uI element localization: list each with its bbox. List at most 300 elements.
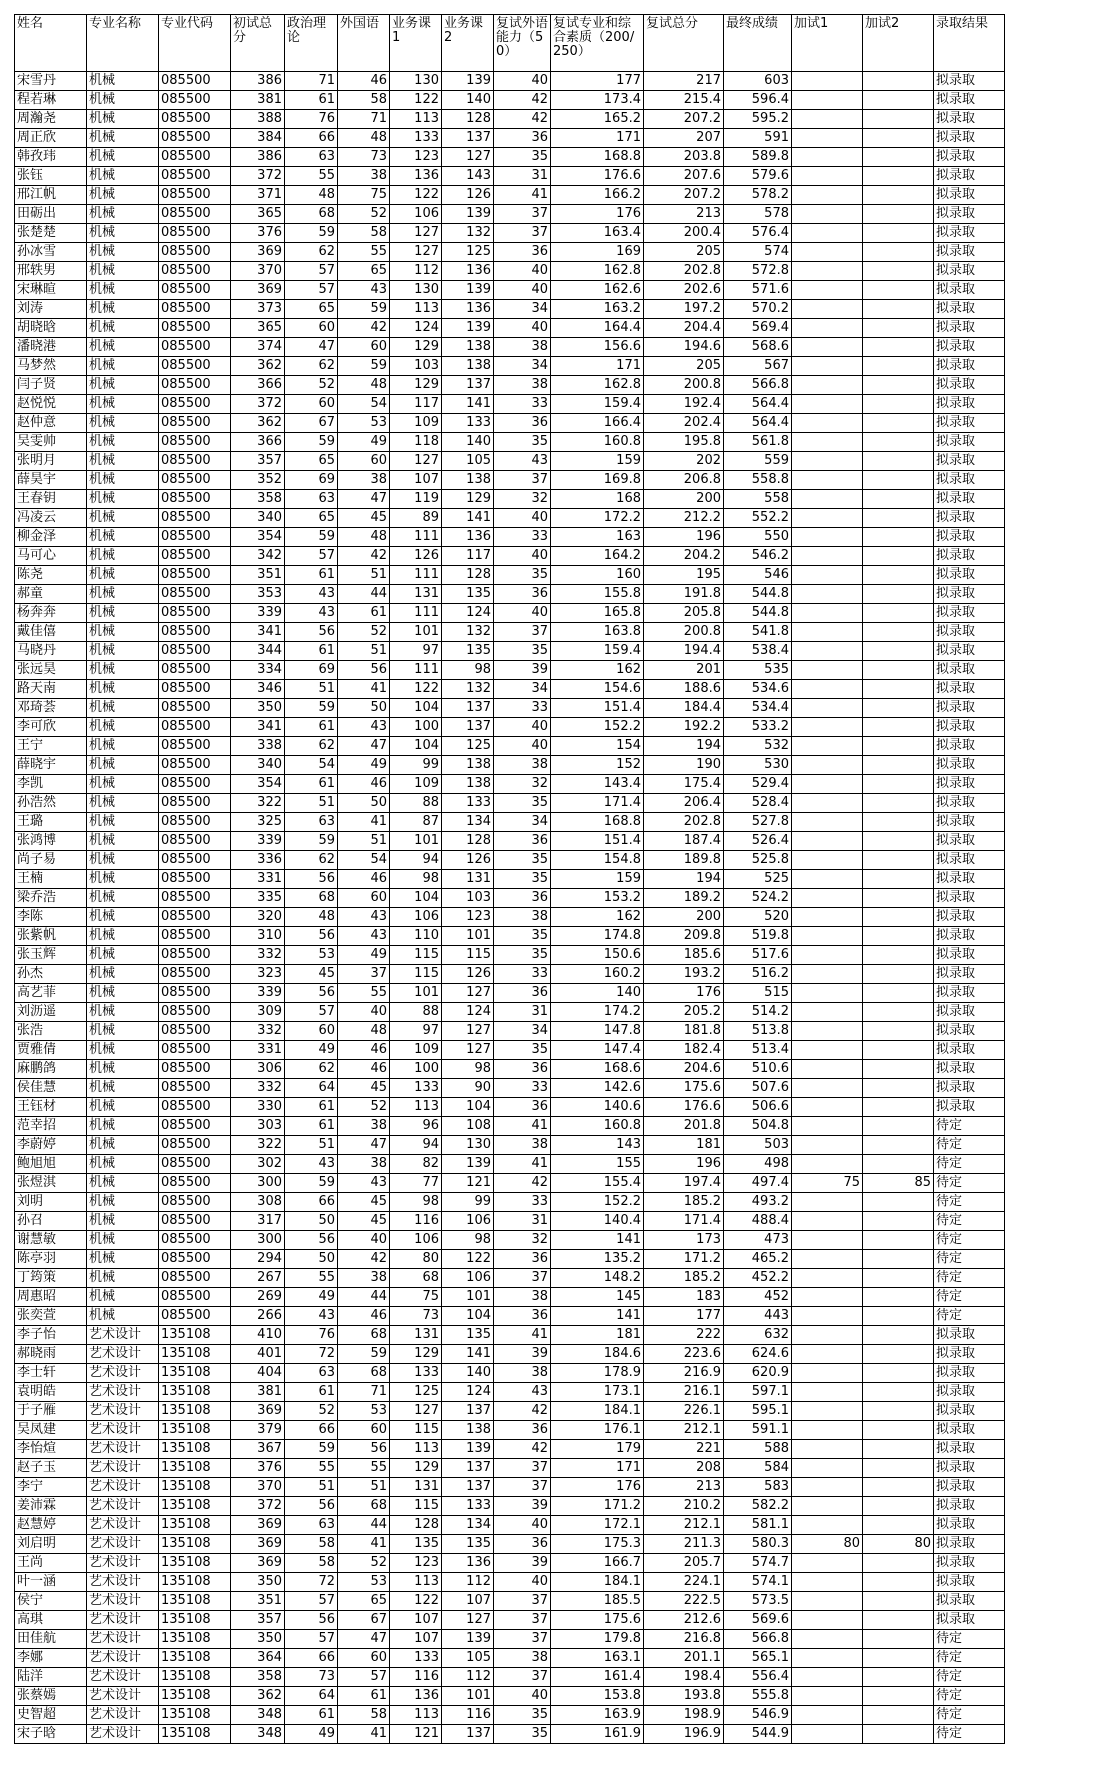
cell-course-2[interactable]: 137 bbox=[442, 376, 494, 395]
cell-major-code[interactable]: 085500 bbox=[159, 281, 231, 300]
cell-politics[interactable]: 52 bbox=[285, 376, 338, 395]
cell-result[interactable]: 待定 bbox=[934, 1155, 1005, 1174]
cell-result[interactable]: 待定 bbox=[934, 1630, 1005, 1649]
cell-retest-professional[interactable]: 173.4 bbox=[551, 91, 644, 110]
cell-foreign-language[interactable]: 59 bbox=[338, 357, 390, 376]
cell-extra-1[interactable] bbox=[792, 243, 863, 262]
cell-extra-2[interactable] bbox=[863, 243, 934, 262]
cell-retest-total[interactable]: 194.4 bbox=[644, 642, 724, 661]
cell-politics[interactable]: 60 bbox=[285, 395, 338, 414]
cell-foreign-language[interactable]: 42 bbox=[338, 319, 390, 338]
cell-major[interactable]: 机械 bbox=[87, 718, 159, 737]
cell-major[interactable]: 机械 bbox=[87, 1041, 159, 1060]
cell-retest-total[interactable]: 224.1 bbox=[644, 1573, 724, 1592]
cell-retest-total[interactable]: 193.8 bbox=[644, 1687, 724, 1706]
cell-major-code[interactable]: 085500 bbox=[159, 319, 231, 338]
cell-extra-2[interactable] bbox=[863, 1288, 934, 1307]
cell-politics[interactable]: 45 bbox=[285, 965, 338, 984]
cell-extra-1[interactable] bbox=[792, 1687, 863, 1706]
cell-course-2[interactable]: 128 bbox=[442, 110, 494, 129]
cell-major-code[interactable]: 085500 bbox=[159, 148, 231, 167]
cell-course-2[interactable]: 124 bbox=[442, 604, 494, 623]
cell-extra-1[interactable] bbox=[792, 1668, 863, 1687]
cell-retest-language[interactable]: 31 bbox=[494, 167, 551, 186]
cell-course-2[interactable]: 101 bbox=[442, 1687, 494, 1706]
cell-extra-1[interactable] bbox=[792, 148, 863, 167]
cell-foreign-language[interactable]: 41 bbox=[338, 1535, 390, 1554]
cell-name[interactable]: 姜沛霖 bbox=[15, 1497, 87, 1516]
cell-major-code[interactable]: 135108 bbox=[159, 1326, 231, 1345]
cell-major[interactable]: 艺术设计 bbox=[87, 1478, 159, 1497]
cell-retest-language[interactable]: 35 bbox=[494, 1041, 551, 1060]
cell-retest-total[interactable]: 200.8 bbox=[644, 376, 724, 395]
cell-course-1[interactable]: 131 bbox=[390, 1478, 442, 1497]
cell-retest-professional[interactable]: 171 bbox=[551, 129, 644, 148]
cell-retest-language[interactable]: 36 bbox=[494, 1307, 551, 1326]
cell-name[interactable]: 郝晓雨 bbox=[15, 1345, 87, 1364]
cell-initial-total[interactable]: 369 bbox=[231, 1516, 285, 1535]
cell-name[interactable]: 张蔡嫣 bbox=[15, 1687, 87, 1706]
cell-retest-total[interactable]: 184.4 bbox=[644, 699, 724, 718]
cell-course-2[interactable]: 132 bbox=[442, 224, 494, 243]
cell-course-1[interactable]: 87 bbox=[390, 813, 442, 832]
cell-course-1[interactable]: 101 bbox=[390, 984, 442, 1003]
cell-retest-language[interactable]: 38 bbox=[494, 338, 551, 357]
cell-final-score[interactable]: 568.6 bbox=[724, 338, 792, 357]
cell-result[interactable]: 拟录取 bbox=[934, 547, 1005, 566]
cell-final-score[interactable]: 603 bbox=[724, 72, 792, 91]
cell-foreign-language[interactable]: 68 bbox=[338, 1497, 390, 1516]
cell-retest-professional[interactable]: 159.4 bbox=[551, 642, 644, 661]
cell-initial-total[interactable]: 386 bbox=[231, 72, 285, 91]
cell-name[interactable]: 薛晓宇 bbox=[15, 756, 87, 775]
cell-extra-2[interactable] bbox=[863, 1383, 934, 1402]
cell-course-1[interactable]: 126 bbox=[390, 547, 442, 566]
cell-retest-total[interactable]: 198.9 bbox=[644, 1706, 724, 1725]
cell-result[interactable]: 拟录取 bbox=[934, 1459, 1005, 1478]
cell-retest-total[interactable]: 212.1 bbox=[644, 1516, 724, 1535]
cell-politics[interactable]: 68 bbox=[285, 889, 338, 908]
cell-course-1[interactable]: 113 bbox=[390, 1098, 442, 1117]
cell-course-1[interactable]: 115 bbox=[390, 1421, 442, 1440]
cell-name[interactable]: 路天南 bbox=[15, 680, 87, 699]
cell-major-code[interactable]: 085500 bbox=[159, 984, 231, 1003]
cell-result[interactable]: 拟录取 bbox=[934, 1497, 1005, 1516]
cell-politics[interactable]: 51 bbox=[285, 680, 338, 699]
cell-extra-1[interactable] bbox=[792, 623, 863, 642]
cell-major[interactable]: 艺术设计 bbox=[87, 1402, 159, 1421]
cell-final-score[interactable]: 578.2 bbox=[724, 186, 792, 205]
cell-retest-professional[interactable]: 140.6 bbox=[551, 1098, 644, 1117]
cell-politics[interactable]: 49 bbox=[285, 1041, 338, 1060]
cell-retest-professional[interactable]: 162.6 bbox=[551, 281, 644, 300]
cell-result[interactable]: 拟录取 bbox=[934, 1592, 1005, 1611]
cell-extra-1[interactable] bbox=[792, 1573, 863, 1592]
cell-major-code[interactable]: 085500 bbox=[159, 1079, 231, 1098]
cell-major[interactable]: 机械 bbox=[87, 566, 159, 585]
cell-politics[interactable]: 66 bbox=[285, 1421, 338, 1440]
cell-foreign-language[interactable]: 52 bbox=[338, 205, 390, 224]
cell-name[interactable]: 李可欣 bbox=[15, 718, 87, 737]
cell-retest-total[interactable]: 223.6 bbox=[644, 1345, 724, 1364]
cell-retest-language[interactable]: 33 bbox=[494, 1079, 551, 1098]
cell-course-1[interactable]: 116 bbox=[390, 1668, 442, 1687]
cell-final-score[interactable]: 565.1 bbox=[724, 1649, 792, 1668]
cell-initial-total[interactable]: 372 bbox=[231, 167, 285, 186]
cell-final-score[interactable]: 555.8 bbox=[724, 1687, 792, 1706]
cell-extra-2[interactable] bbox=[863, 129, 934, 148]
cell-extra-2[interactable] bbox=[863, 1117, 934, 1136]
cell-extra-2[interactable] bbox=[863, 1478, 934, 1497]
cell-initial-total[interactable]: 300 bbox=[231, 1231, 285, 1250]
cell-retest-professional[interactable]: 154 bbox=[551, 737, 644, 756]
cell-retest-professional[interactable]: 156.6 bbox=[551, 338, 644, 357]
cell-name[interactable]: 麻鹏鸽 bbox=[15, 1060, 87, 1079]
cell-retest-total[interactable]: 196 bbox=[644, 1155, 724, 1174]
cell-extra-1[interactable] bbox=[792, 490, 863, 509]
cell-major[interactable]: 艺术设计 bbox=[87, 1326, 159, 1345]
cell-foreign-language[interactable]: 38 bbox=[338, 1155, 390, 1174]
cell-final-score[interactable]: 558.8 bbox=[724, 471, 792, 490]
header-major[interactable]: 专业名称 bbox=[87, 15, 159, 72]
cell-initial-total[interactable]: 354 bbox=[231, 528, 285, 547]
cell-retest-professional[interactable]: 172.2 bbox=[551, 509, 644, 528]
cell-retest-professional[interactable]: 154.6 bbox=[551, 680, 644, 699]
cell-politics[interactable]: 57 bbox=[285, 1003, 338, 1022]
cell-final-score[interactable]: 530 bbox=[724, 756, 792, 775]
cell-result[interactable]: 拟录取 bbox=[934, 718, 1005, 737]
cell-retest-language[interactable]: 40 bbox=[494, 281, 551, 300]
cell-major-code[interactable]: 085500 bbox=[159, 718, 231, 737]
cell-foreign-language[interactable]: 60 bbox=[338, 1421, 390, 1440]
cell-foreign-language[interactable]: 47 bbox=[338, 737, 390, 756]
cell-retest-total[interactable]: 202.8 bbox=[644, 813, 724, 832]
cell-course-1[interactable]: 111 bbox=[390, 528, 442, 547]
cell-extra-2[interactable]: 80 bbox=[863, 1535, 934, 1554]
cell-major-code[interactable]: 135108 bbox=[159, 1668, 231, 1687]
cell-extra-2[interactable]: 85 bbox=[863, 1174, 934, 1193]
cell-initial-total[interactable]: 365 bbox=[231, 205, 285, 224]
cell-extra-1[interactable] bbox=[792, 1041, 863, 1060]
cell-politics[interactable]: 50 bbox=[285, 1250, 338, 1269]
cell-result[interactable]: 拟录取 bbox=[934, 642, 1005, 661]
cell-retest-language[interactable]: 38 bbox=[494, 1136, 551, 1155]
cell-extra-2[interactable] bbox=[863, 870, 934, 889]
cell-retest-professional[interactable]: 164.2 bbox=[551, 547, 644, 566]
cell-major-code[interactable]: 135108 bbox=[159, 1459, 231, 1478]
cell-retest-language[interactable]: 38 bbox=[494, 1649, 551, 1668]
cell-course-2[interactable]: 140 bbox=[442, 1364, 494, 1383]
cell-retest-total[interactable]: 171.2 bbox=[644, 1250, 724, 1269]
cell-foreign-language[interactable]: 44 bbox=[338, 1288, 390, 1307]
cell-final-score[interactable]: 561.8 bbox=[724, 433, 792, 452]
cell-extra-1[interactable] bbox=[792, 395, 863, 414]
cell-retest-professional[interactable]: 154.8 bbox=[551, 851, 644, 870]
cell-foreign-language[interactable]: 43 bbox=[338, 718, 390, 737]
cell-extra-1[interactable] bbox=[792, 661, 863, 680]
cell-major-code[interactable]: 085500 bbox=[159, 737, 231, 756]
header-extra-1[interactable]: 加试1 bbox=[792, 15, 863, 72]
cell-name[interactable]: 邢江帆 bbox=[15, 186, 87, 205]
cell-extra-2[interactable] bbox=[863, 851, 934, 870]
cell-retest-total[interactable]: 205.2 bbox=[644, 1003, 724, 1022]
cell-politics[interactable]: 43 bbox=[285, 1155, 338, 1174]
cell-extra-1[interactable] bbox=[792, 1459, 863, 1478]
cell-major-code[interactable]: 135108 bbox=[159, 1440, 231, 1459]
cell-major[interactable]: 艺术设计 bbox=[87, 1440, 159, 1459]
cell-foreign-language[interactable]: 49 bbox=[338, 946, 390, 965]
cell-retest-language[interactable]: 40 bbox=[494, 509, 551, 528]
cell-major-code[interactable]: 135108 bbox=[159, 1383, 231, 1402]
cell-retest-total[interactable]: 175.4 bbox=[644, 775, 724, 794]
cell-major[interactable]: 机械 bbox=[87, 927, 159, 946]
cell-major-code[interactable]: 085500 bbox=[159, 623, 231, 642]
cell-extra-2[interactable] bbox=[863, 1193, 934, 1212]
cell-retest-professional[interactable]: 155 bbox=[551, 1155, 644, 1174]
cell-extra-1[interactable] bbox=[792, 1117, 863, 1136]
cell-course-1[interactable]: 118 bbox=[390, 433, 442, 452]
cell-extra-2[interactable] bbox=[863, 395, 934, 414]
cell-retest-professional[interactable]: 162 bbox=[551, 908, 644, 927]
cell-course-1[interactable]: 115 bbox=[390, 1497, 442, 1516]
cell-extra-2[interactable] bbox=[863, 224, 934, 243]
cell-retest-language[interactable]: 34 bbox=[494, 1022, 551, 1041]
cell-name[interactable]: 李陈 bbox=[15, 908, 87, 927]
cell-result[interactable]: 拟录取 bbox=[934, 1554, 1005, 1573]
cell-retest-professional[interactable]: 140.4 bbox=[551, 1212, 644, 1231]
cell-retest-total[interactable]: 206.4 bbox=[644, 794, 724, 813]
cell-initial-total[interactable]: 310 bbox=[231, 927, 285, 946]
cell-retest-professional[interactable]: 166.4 bbox=[551, 414, 644, 433]
cell-extra-2[interactable] bbox=[863, 889, 934, 908]
cell-extra-2[interactable] bbox=[863, 319, 934, 338]
cell-course-1[interactable]: 130 bbox=[390, 281, 442, 300]
cell-name[interactable]: 李凯 bbox=[15, 775, 87, 794]
cell-result[interactable]: 拟录取 bbox=[934, 186, 1005, 205]
cell-final-score[interactable]: 506.6 bbox=[724, 1098, 792, 1117]
cell-foreign-language[interactable]: 60 bbox=[338, 889, 390, 908]
cell-initial-total[interactable]: 339 bbox=[231, 984, 285, 1003]
cell-initial-total[interactable]: 348 bbox=[231, 1706, 285, 1725]
cell-retest-total[interactable]: 202 bbox=[644, 452, 724, 471]
cell-retest-total[interactable]: 182.4 bbox=[644, 1041, 724, 1060]
cell-foreign-language[interactable]: 65 bbox=[338, 1592, 390, 1611]
cell-initial-total[interactable]: 317 bbox=[231, 1212, 285, 1231]
cell-foreign-language[interactable]: 47 bbox=[338, 1630, 390, 1649]
cell-major-code[interactable]: 085500 bbox=[159, 509, 231, 528]
cell-course-1[interactable]: 127 bbox=[390, 243, 442, 262]
cell-retest-professional[interactable]: 162.8 bbox=[551, 376, 644, 395]
cell-politics[interactable]: 51 bbox=[285, 1136, 338, 1155]
cell-course-1[interactable]: 113 bbox=[390, 110, 442, 129]
cell-retest-professional[interactable]: 163.8 bbox=[551, 623, 644, 642]
cell-foreign-language[interactable]: 75 bbox=[338, 186, 390, 205]
cell-initial-total[interactable]: 352 bbox=[231, 471, 285, 490]
cell-foreign-language[interactable]: 61 bbox=[338, 1687, 390, 1706]
cell-extra-1[interactable] bbox=[792, 547, 863, 566]
cell-initial-total[interactable]: 362 bbox=[231, 1687, 285, 1706]
cell-retest-total[interactable]: 205 bbox=[644, 243, 724, 262]
cell-major[interactable]: 机械 bbox=[87, 737, 159, 756]
cell-name[interactable]: 戴佳僖 bbox=[15, 623, 87, 642]
cell-extra-2[interactable] bbox=[863, 1668, 934, 1687]
cell-name[interactable]: 谢慧敏 bbox=[15, 1231, 87, 1250]
cell-retest-total[interactable]: 204.6 bbox=[644, 1060, 724, 1079]
cell-final-score[interactable]: 578 bbox=[724, 205, 792, 224]
cell-initial-total[interactable]: 351 bbox=[231, 1592, 285, 1611]
cell-foreign-language[interactable]: 52 bbox=[338, 623, 390, 642]
cell-extra-2[interactable] bbox=[863, 1041, 934, 1060]
cell-course-2[interactable]: 137 bbox=[442, 718, 494, 737]
cell-result[interactable]: 待定 bbox=[934, 1193, 1005, 1212]
cell-foreign-language[interactable]: 49 bbox=[338, 433, 390, 452]
cell-extra-1[interactable] bbox=[792, 566, 863, 585]
cell-name[interactable]: 韩孜玮 bbox=[15, 148, 87, 167]
cell-course-1[interactable]: 110 bbox=[390, 927, 442, 946]
cell-major[interactable]: 机械 bbox=[87, 870, 159, 889]
cell-initial-total[interactable]: 371 bbox=[231, 186, 285, 205]
cell-extra-2[interactable] bbox=[863, 110, 934, 129]
cell-result[interactable]: 拟录取 bbox=[934, 566, 1005, 585]
cell-extra-1[interactable] bbox=[792, 1478, 863, 1497]
cell-result[interactable]: 拟录取 bbox=[934, 927, 1005, 946]
cell-extra-2[interactable] bbox=[863, 566, 934, 585]
cell-extra-1[interactable] bbox=[792, 1003, 863, 1022]
cell-name[interactable]: 李娜 bbox=[15, 1649, 87, 1668]
cell-result[interactable]: 拟录取 bbox=[934, 319, 1005, 338]
cell-course-2[interactable]: 104 bbox=[442, 1307, 494, 1326]
cell-initial-total[interactable]: 320 bbox=[231, 908, 285, 927]
cell-retest-professional[interactable]: 166.7 bbox=[551, 1554, 644, 1573]
cell-retest-professional[interactable]: 184.1 bbox=[551, 1402, 644, 1421]
cell-name[interactable]: 刘涛 bbox=[15, 300, 87, 319]
cell-major-code[interactable]: 085500 bbox=[159, 756, 231, 775]
cell-foreign-language[interactable]: 46 bbox=[338, 1060, 390, 1079]
cell-extra-2[interactable] bbox=[863, 718, 934, 737]
cell-name[interactable]: 吴雯帅 bbox=[15, 433, 87, 452]
cell-result[interactable]: 拟录取 bbox=[934, 167, 1005, 186]
cell-name[interactable]: 马可心 bbox=[15, 547, 87, 566]
cell-extra-2[interactable] bbox=[863, 1212, 934, 1231]
cell-final-score[interactable]: 573.5 bbox=[724, 1592, 792, 1611]
cell-final-score[interactable]: 534.6 bbox=[724, 680, 792, 699]
cell-extra-1[interactable] bbox=[792, 1592, 863, 1611]
cell-initial-total[interactable]: 366 bbox=[231, 433, 285, 452]
cell-retest-professional[interactable]: 168.8 bbox=[551, 813, 644, 832]
cell-course-2[interactable]: 139 bbox=[442, 205, 494, 224]
cell-major[interactable]: 机械 bbox=[87, 528, 159, 547]
cell-major-code[interactable]: 085500 bbox=[159, 699, 231, 718]
cell-major-code[interactable]: 085500 bbox=[159, 72, 231, 91]
cell-major-code[interactable]: 085500 bbox=[159, 205, 231, 224]
cell-initial-total[interactable]: 344 bbox=[231, 642, 285, 661]
cell-major-code[interactable]: 085500 bbox=[159, 262, 231, 281]
cell-politics[interactable]: 57 bbox=[285, 281, 338, 300]
cell-major[interactable]: 机械 bbox=[87, 1212, 159, 1231]
cell-foreign-language[interactable]: 52 bbox=[338, 1554, 390, 1573]
cell-name[interactable]: 张玉辉 bbox=[15, 946, 87, 965]
cell-retest-language[interactable]: 36 bbox=[494, 1250, 551, 1269]
cell-foreign-language[interactable]: 55 bbox=[338, 243, 390, 262]
cell-final-score[interactable]: 595.2 bbox=[724, 110, 792, 129]
cell-name[interactable]: 鲍旭旭 bbox=[15, 1155, 87, 1174]
cell-course-1[interactable]: 111 bbox=[390, 661, 442, 680]
cell-major-code[interactable]: 085500 bbox=[159, 851, 231, 870]
cell-extra-2[interactable] bbox=[863, 262, 934, 281]
cell-major[interactable]: 机械 bbox=[87, 509, 159, 528]
cell-course-2[interactable]: 139 bbox=[442, 1440, 494, 1459]
cell-foreign-language[interactable]: 55 bbox=[338, 984, 390, 1003]
cell-extra-1[interactable] bbox=[792, 224, 863, 243]
cell-initial-total[interactable]: 306 bbox=[231, 1060, 285, 1079]
cell-initial-total[interactable]: 410 bbox=[231, 1326, 285, 1345]
cell-initial-total[interactable]: 401 bbox=[231, 1345, 285, 1364]
cell-extra-1[interactable] bbox=[792, 205, 863, 224]
cell-extra-2[interactable] bbox=[863, 661, 934, 680]
cell-course-2[interactable]: 139 bbox=[442, 1630, 494, 1649]
cell-politics[interactable]: 61 bbox=[285, 642, 338, 661]
cell-name[interactable]: 王尚 bbox=[15, 1554, 87, 1573]
cell-retest-professional[interactable]: 176 bbox=[551, 1478, 644, 1497]
cell-extra-2[interactable] bbox=[863, 1497, 934, 1516]
cell-initial-total[interactable]: 330 bbox=[231, 1098, 285, 1117]
cell-final-score[interactable]: 546.2 bbox=[724, 547, 792, 566]
cell-major[interactable]: 艺术设计 bbox=[87, 1459, 159, 1478]
cell-course-1[interactable]: 136 bbox=[390, 1687, 442, 1706]
cell-result[interactable]: 拟录取 bbox=[934, 1022, 1005, 1041]
cell-result[interactable]: 待定 bbox=[934, 1706, 1005, 1725]
cell-retest-professional[interactable]: 152.2 bbox=[551, 718, 644, 737]
cell-extra-1[interactable] bbox=[792, 680, 863, 699]
cell-course-1[interactable]: 106 bbox=[390, 1231, 442, 1250]
cell-politics[interactable]: 63 bbox=[285, 813, 338, 832]
cell-name[interactable]: 王宁 bbox=[15, 737, 87, 756]
cell-course-1[interactable]: 123 bbox=[390, 1554, 442, 1573]
cell-retest-professional[interactable]: 159.4 bbox=[551, 395, 644, 414]
cell-retest-language[interactable]: 35 bbox=[494, 642, 551, 661]
cell-major-code[interactable]: 135108 bbox=[159, 1421, 231, 1440]
cell-retest-language[interactable]: 36 bbox=[494, 129, 551, 148]
cell-politics[interactable]: 56 bbox=[285, 870, 338, 889]
cell-foreign-language[interactable]: 45 bbox=[338, 1079, 390, 1098]
cell-foreign-language[interactable]: 56 bbox=[338, 661, 390, 680]
cell-final-score[interactable]: 564.4 bbox=[724, 395, 792, 414]
cell-major-code[interactable]: 085500 bbox=[159, 167, 231, 186]
cell-retest-total[interactable]: 202.4 bbox=[644, 414, 724, 433]
cell-course-2[interactable]: 98 bbox=[442, 661, 494, 680]
cell-final-score[interactable]: 576.4 bbox=[724, 224, 792, 243]
cell-major-code[interactable]: 085500 bbox=[159, 1041, 231, 1060]
cell-name[interactable]: 史智超 bbox=[15, 1706, 87, 1725]
header-result[interactable]: 录取结果 bbox=[934, 15, 1005, 72]
cell-course-1[interactable]: 131 bbox=[390, 1326, 442, 1345]
cell-retest-language[interactable]: 33 bbox=[494, 528, 551, 547]
cell-result[interactable]: 拟录取 bbox=[934, 1535, 1005, 1554]
cell-major-code[interactable]: 085500 bbox=[159, 243, 231, 262]
cell-course-2[interactable]: 135 bbox=[442, 585, 494, 604]
cell-course-1[interactable]: 82 bbox=[390, 1155, 442, 1174]
cell-major[interactable]: 机械 bbox=[87, 281, 159, 300]
cell-major[interactable]: 艺术设计 bbox=[87, 1668, 159, 1687]
cell-initial-total[interactable]: 384 bbox=[231, 129, 285, 148]
cell-result[interactable]: 拟录取 bbox=[934, 984, 1005, 1003]
cell-major[interactable]: 艺术设计 bbox=[87, 1592, 159, 1611]
cell-retest-language[interactable]: 35 bbox=[494, 870, 551, 889]
cell-retest-professional[interactable]: 171.4 bbox=[551, 794, 644, 813]
cell-foreign-language[interactable]: 46 bbox=[338, 870, 390, 889]
cell-result[interactable]: 待定 bbox=[934, 1288, 1005, 1307]
cell-major-code[interactable]: 085500 bbox=[159, 965, 231, 984]
